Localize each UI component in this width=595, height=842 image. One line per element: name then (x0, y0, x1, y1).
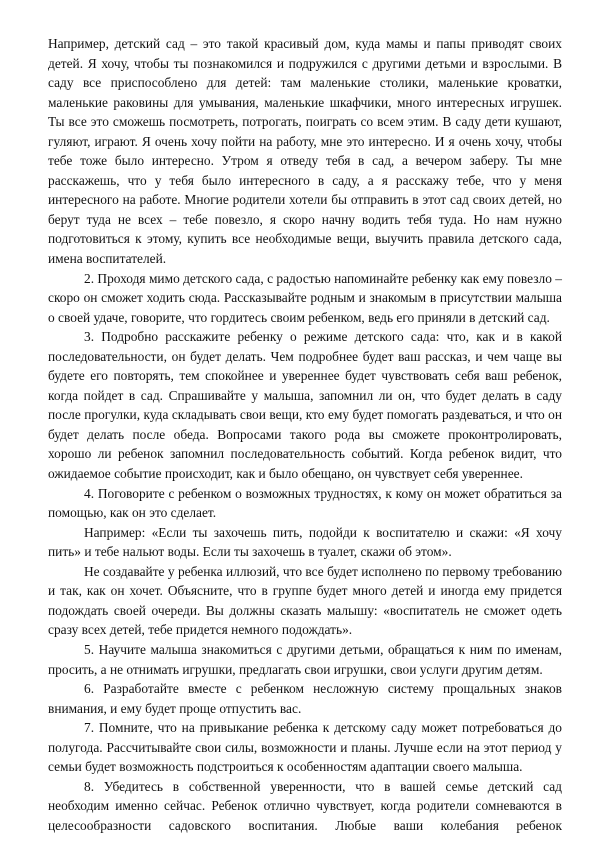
document-page (48, 34, 562, 835)
paragraph-8: 8. Убедитесь в собственной уверенности, что в вашей семье детский сад необходим именно сейчас. Ребенок отлично чувствует, когда родители сомневаются в целесообразности садовского воспитания. Любые ваши колебания ребенок (48, 778, 562, 833)
paragraph-4-illusions: Не создавайте у ребенка иллюзий, что все будет исполнено по первому требованию и так, как он хочет. Объясните, что в группе будет много детей и иногда ему придется подождать своей очереди. Вы должны сказать малышу: «воспитатель не сможет одеть сразу всех детей, тебе придется немного подождать». (48, 563, 562, 638)
paragraph-intro: Например, детский сад – это такой красивый дом, куда мамы и папы приводят своих детей. Я хочу, чтобы ты познакомился и подружился с другими детьми и взрослыми. В саду все приспособлено для детей: там маленькие столики, маленькие кроватки, маленькие раковины для умывания, маленькие шкафчики, много интересных игрушек. Ты все это сможешь посмотреть, потрогать, поиграть со всем этим. В саду дети кушают, гуляют, играют. Я очень хочу пойти на работу, мне это интересно. И я очень хочу, чтобы тебе тоже было интересно. Утром я отведу тебя в сад, а вечером заберу. Ты мне расскажешь, что у тебя было интересного в саду, а я расскажу тебе, что у меня интересного на работе. Многие родители хотели бы отправить в этот сад своих детей, но берут туда не всех – тебе повезло, я скоро начну водить тебя туда. Но нам нужно подготовиться к этому, купить все необходимые вещи, выучить правила детского сада, имена воспитателей. (48, 36, 562, 267)
paragraph-4-example: Например: «Если ты захочешь пить, подойди к воспитателю и скажи: «Я хочу пить» и тебе нальют воды. Если ты захочешь в туалет, скажи об этом». (48, 524, 562, 560)
paragraph-6: 6. Разработайте вместе с ребенком несложную систему прощальных знаков внимания, и ему будет проще отпустить вас. (48, 681, 562, 716)
paragraph-4: 4. Поговорите с ребенком о возможных трудностях, к кому он может обратиться за помощью, как он это сделает. (48, 485, 562, 521)
paragraph-2: 2. Проходя мимо детского сада, с радостью напоминайте ребенку как ему повезло – скоро он сможет ходить сюда. Рассказывайте родным и знакомым в присутствии малыша о своей удаче, говорите, что гордитесь своим ребенком, ведь его приняли в детский сад. (48, 270, 562, 325)
paragraph-5: 5. Научите малыша знакомиться с другими детьми, обращаться к ним по именам, просить, а не отнимать игрушки, предлагать свои игрушки, свои услуги другим детям. (48, 641, 562, 677)
paragraph-3: 3. Подробно расскажите ребенку о режиме детского сада: что, как и в какой последовательности, он будет делать. Чем подробнее будет ваш рассказ, и чем чаще вы будете его повторять, тем спокойнее и увереннее будет чувствовать себя ваш ребенок, когда пойдет в сад. Спрашивайте у малыша, запомнил ли он, что будет делать в саду после прогулки, куда складывать свои вещи, кто ему будет помогать раздеваться, и что он будет делать после обеда. Вопросами такого рода вы сможете проконтролировать, хорошо ли ребенок запомнил последовательность событий. Когда ребенок видит, что ожидаемое событие происходит, как и было обещано, он чувствует себя увереннее. (48, 329, 562, 482)
paragraph-7: 7. Помните, что на привыкание ребенка к детскому саду может потребоваться до полугода. Рассчитывайте свои силы, возможности и планы. Лучше если на этот период у семьи будет возможность подстроиться к особенностям адаптации своего малыша. (48, 720, 562, 775)
